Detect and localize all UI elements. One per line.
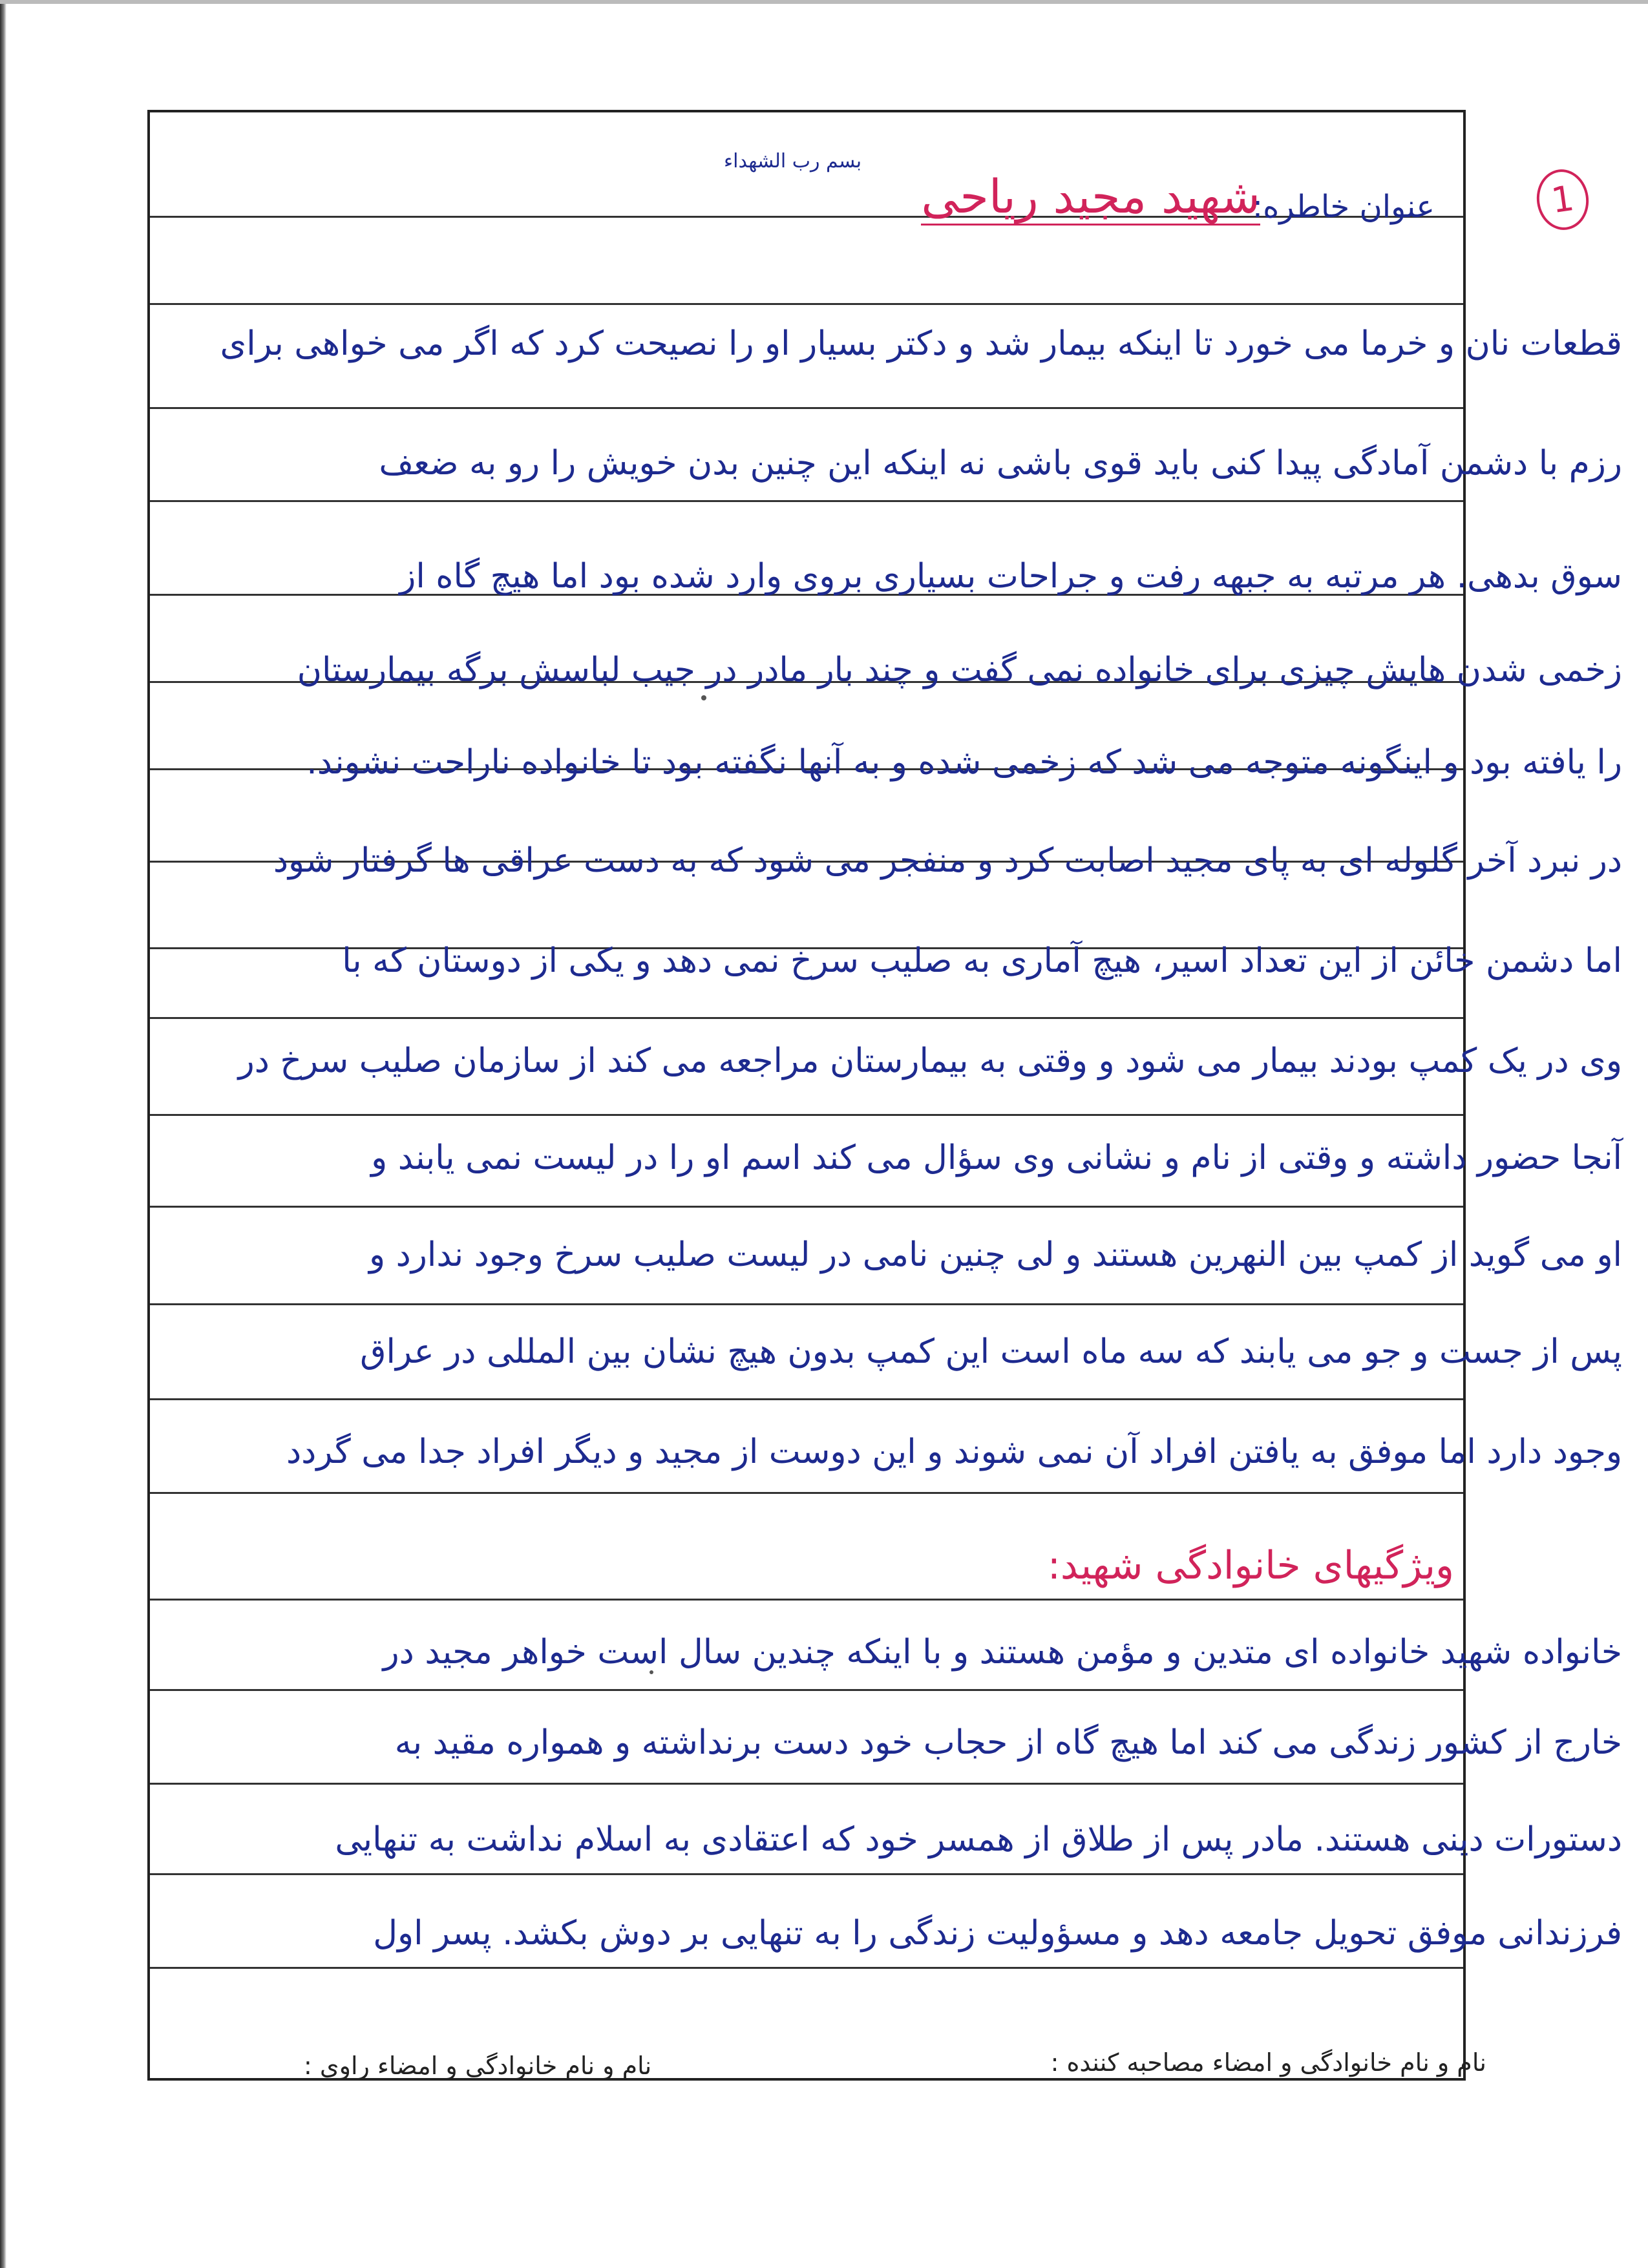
narrative-line: آنجا حضور داشته و وقتی از نام و نشانی وی سؤال می کند اسم او را در لیست نمی یابند و [371,1139,1622,1177]
rule-line [150,1303,1463,1305]
narrator-signature-label: نام و نام خانوادگی و امضاء راوی : [304,2052,652,2080]
interviewer-signature-label: نام و نام خانوادگی و امضاء مصاحبه کننده : [1050,2048,1486,2077]
family-line: فرزندانی موفق تحویل جامعه دهد و مسؤولیت زندگی را به تنهایی بر دوش بکشد. پسر اول [373,1914,1622,1953]
rule-line [150,1599,1463,1601]
narrative-line: زخمی شدن هایش چیزی برای خانواده نمی گفت و چند بار مادر در جیب لباسش برگه بیمارستان [297,651,1622,689]
rule-line [150,407,1463,409]
rule-line [150,1689,1463,1691]
scan-shadow-left [0,0,6,2268]
narrative-line: وی در یک کمپ بودند بیمار می شود و وقتی به بیمارستان مراجعه می کند از سازمان صلیب سرخ در [238,1042,1622,1080]
memory-title-label: عنوان خاطره: [1252,189,1435,225]
rule-line [150,1492,1463,1494]
family-line: خارج از کشور زندگی می کند اما هیچ گاه از حجاب خود دست برنداشته و همواره مقید به [394,1723,1622,1762]
header-basmala: بسم رب الشهداء [724,150,862,173]
rule-line [150,500,1463,502]
rule-line [150,303,1463,305]
rule-line [150,1967,1463,1969]
narrative-line: سوق بدهی. هر مرتبه به جبهه رفت و جراحات بسیاری بروی وارد شده بود اما هیچ گاه از [399,557,1622,596]
rule-line [150,1206,1463,1208]
narrative-line: قطعات نان و خرما می خورد تا اینکه بیمار شد و دکتر بسیار او را نصیحت کرد که اگر می خواهی برای [220,324,1622,363]
rule-line [150,1017,1463,1019]
family-section-title: ویژگیهای خانوادگی شهید: [1047,1543,1454,1588]
narrative-line: در نبرد آخر گلوله ای به پای مجید اصابت کرد و منفجر می شود که به دست عراقی ها گرفتار شود [273,841,1622,880]
page-number: 1 [1533,166,1592,233]
narrative-line: او می گوید از کمپ بین النهرین هستند و لی چنین نامی در لیست صلیب سرخ وجود ندارد و [368,1235,1622,1274]
narrative-line: وجود دارد اما موفق به یافتن افراد آن نمی شوند و این دوست از مجید و دیگر افراد جدا می گردد [286,1433,1622,1471]
narrative-line: اما دشمن خائن از این تعداد اسیر، هیچ آماری به صلیب سرخ نمی دهد و یکی از دوستان که با [342,941,1622,980]
rule-line [150,1114,1463,1116]
scan-shadow-top [0,0,1648,4]
martyr-name: شهید مجید ریاحی [921,169,1260,226]
narrative-line: پس از جست و جو می یابند که سه ماه است این کمپ بدون هیچ نشان بین المللی در عراق [360,1332,1622,1371]
rule-line [150,1783,1463,1785]
ruled-form [147,110,1466,2081]
family-line: خانواده شهید خانواده ای متدین و مؤمن هستند و با اینکه چندین سال است خواهر مجید در [383,1633,1622,1672]
narrative-line: رزم با دشمن آمادگی پیدا کنی باید قوی باشی نه اینکه این چنین بدن خویش را رو به ضعف [379,444,1622,483]
narrative-line: را یافته بود و اینگونه متوجه می شد که زخمی شده و به آنها نگفته بود تا خانواده ناراحت نشوند. [306,743,1622,782]
rule-line [150,1873,1463,1875]
family-line: دستورات دینی هستند. مادر پس از طلاق از همسر خود که اعتقادی به اسلام نداشت به تنهایی [335,1820,1622,1859]
rule-line [150,1398,1463,1400]
